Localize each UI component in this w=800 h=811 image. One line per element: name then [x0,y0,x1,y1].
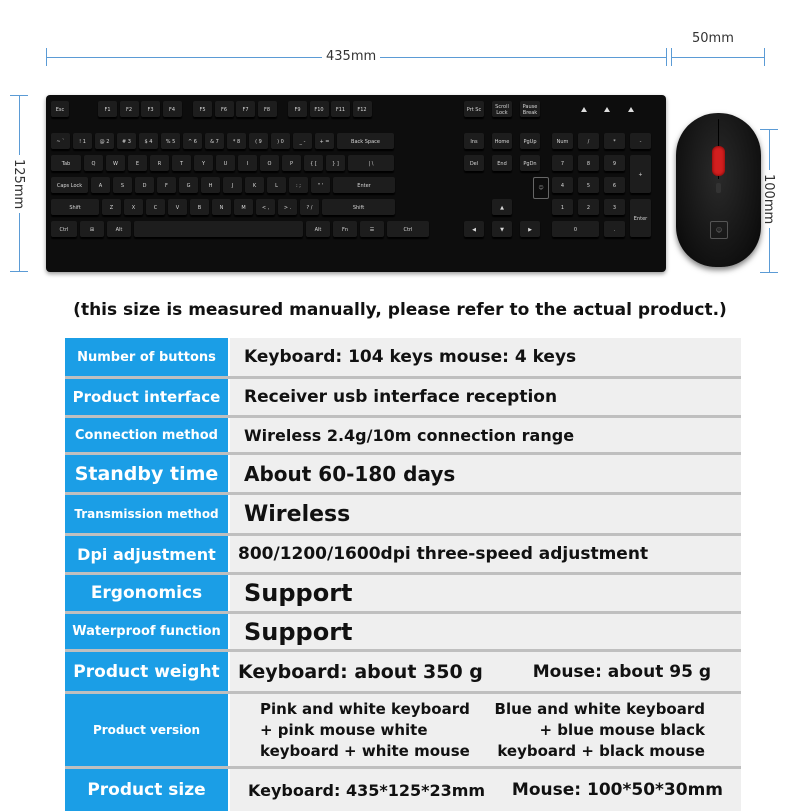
version-right-line: Blue and white keyboard [494,699,705,718]
measurement-note: (this size is measured manually, please refer to the actual product.) [73,300,727,320]
keyboard-key: 6 [604,177,625,194]
keyboard-key: " ' [311,177,330,194]
key-arrow-up: ▲ [492,199,512,216]
keyboard-key: Ins [464,133,484,150]
keyboard-key: 5 [578,177,599,194]
spec-row-waterproof [65,614,741,652]
keyboard-key: Q [84,155,103,172]
keyboard-key: * 8 [227,133,246,150]
windows-icon: ⊞ [80,221,104,238]
keyboard-key: L [267,177,286,194]
keyboard-key: } ] [326,155,345,172]
version-right-line: keyboard + black mouse [497,741,705,760]
keyboard-key: Home [492,133,512,150]
keyboard-key: C [146,199,165,216]
key-prtsc: Prt Sc [464,101,484,118]
keyboard-key: - [630,133,651,150]
keyboard-key: X [124,199,143,216]
keyboard-key: E [128,155,147,172]
keyboard-key: 9 [604,155,625,172]
keyboard-key: I [238,155,257,172]
keyboard-key: * [604,133,625,150]
key-arrow-right: ▶ [520,221,540,238]
key-f: F10 [310,101,329,118]
keyboard-key: End [492,155,512,172]
keyboard-key: M [234,199,253,216]
keyboard-key: Y [194,155,213,172]
keyboard-key: @ 2 [95,133,114,150]
keyboard-key: < , [256,199,275,216]
key-f: F8 [258,101,277,118]
spec-row-standby [65,455,741,495]
keyboard-key: : ; [289,177,308,194]
keyboard-key: Num [552,133,573,150]
spec-row-weight [65,652,741,694]
key-capslock: Caps Lock [51,177,88,194]
keyboard-key: D [135,177,154,194]
lock-indicator-icon [581,107,587,112]
key-arrow-left: ◀ [464,221,484,238]
scroll-wheel [712,146,725,176]
lock-indicator-icon [628,107,634,112]
key-numpad-0: 0 [552,221,599,238]
keyboard-key: U [216,155,235,172]
key-f: F1 [98,101,117,118]
spec-value: Wireless 2.4g/10m connection range [230,418,741,452]
spec-value: Support [230,614,741,649]
height-label: 125mm [11,155,26,213]
spec-label: Ergonomics [65,575,230,611]
spec-value-mouse: Mouse: about 95 g [532,661,711,682]
key-f: F11 [331,101,350,118]
spec-row-buttons [65,338,741,379]
mouse-height-label: 100mm [761,170,776,228]
spec-value: Keyboard: 104 keys mouse: 4 keys [230,338,741,376]
key-f: F9 [288,101,307,118]
keyboard-key: V [168,199,187,216]
key-scrlk: Scroll Lock [492,101,512,118]
spec-label: Product size [65,769,230,811]
keyboard-key: 8 [578,155,599,172]
spec-label: Product interface [65,379,230,415]
key-f: F6 [215,101,234,118]
keyboard-key: W [106,155,125,172]
keyboard-key: { [ [304,155,323,172]
key-tab: Tab [51,155,81,172]
keyboard-key: N [212,199,231,216]
spec-row-transmission [65,495,741,536]
keyboard-key: ? / [300,199,319,216]
spec-value-keyboard: Keyboard: about 350 g [238,660,483,683]
version-left-line: Pink and white keyboard [260,699,470,718]
key-f: F7 [236,101,255,118]
key-ctrl-left: Ctrl [51,221,77,238]
width-label: 435mm [322,49,380,64]
keyboard-key: ~ ` [51,133,70,150]
keyboard-key: | \ [348,155,394,172]
keyboard-key: A [91,177,110,194]
spec-value: About 60-180 days [230,455,741,492]
keyboard-key: Z [102,199,121,216]
spec-label: Product weight [65,652,230,691]
key-esc: Esc [51,101,69,118]
keyboard-key: P [282,155,301,172]
key-ctrl-right: Ctrl [387,221,429,238]
spec-row-ergonomics [65,575,741,614]
key-numpad-dot: . [604,221,625,238]
keyboard-key: 2 [578,199,599,216]
spec-value-mouse-size: Mouse: 100*50*30mm [511,780,723,800]
keyboard-key: H [201,177,220,194]
keyboard-key: K [245,177,264,194]
key-f: F12 [353,101,372,118]
lock-indicator-icon [604,107,610,112]
keyboard-image [46,95,666,272]
key-f: F5 [193,101,212,118]
spec-label: Dpi adjustment [65,536,230,572]
key-alt-right: Alt [306,221,330,238]
key-f: F3 [141,101,160,118]
key-arrow-down: ▼ [492,221,512,238]
key-fn: Fn [333,221,357,238]
dpi-button [716,183,721,193]
spec-value-keyboard-size: Keyboard: 435*125*23mm [248,780,486,800]
keyboard-key: PgDn [520,155,540,172]
keyboard-key: / [578,133,599,150]
keyboard-key: Del [464,155,484,172]
spec-value: Wireless [230,495,741,533]
keyboard-key: R [150,155,169,172]
keyboard-key: B [190,199,209,216]
keyboard-key: O [260,155,279,172]
mouse-image [676,113,761,267]
key-numpad-plus: + [630,155,651,194]
spec-label: Waterproof function [65,614,230,649]
keyboard-key: _ - [293,133,312,150]
menu-icon: ☰ [360,221,384,238]
keyboard-key: S [113,177,132,194]
mouse-logo-icon: ☺ [710,221,728,239]
spec-value: 800/1200/1600dpi three-speed adjustment [230,536,741,572]
spec-row-connection [65,418,741,455]
keyboard-key: ^ 6 [183,133,202,150]
key-space [134,221,303,238]
keyboard-key: 4 [552,177,573,194]
spec-label: Product version [65,694,230,766]
keyboard-key: # 3 [117,133,136,150]
spec-row-interface [65,379,741,418]
keyboard-key: % 5 [161,133,180,150]
keyboard-logo-icon: ☺ [533,177,549,199]
mouse-width-label: 50mm [688,31,738,46]
key-pause: Pause Break [520,101,540,118]
version-left [260,699,470,762]
version-left-line: keyboard + white mouse [260,741,470,760]
spec-value: Support [230,575,741,611]
version-left-line: + pink mouse white [260,720,428,739]
keyboard-key: G [179,177,198,194]
version-right [495,699,705,762]
keyboard-key: 3 [604,199,625,216]
key-backspace: Back Space [337,133,394,150]
key-shift-left: Shift [51,199,99,216]
keyboard-key: ! 1 [73,133,92,150]
spec-table [65,338,741,811]
spec-label: Standby time [65,455,230,492]
keyboard-key: 7 [552,155,573,172]
keyboard-key: T [172,155,191,172]
keyboard-key: J [223,177,242,194]
keyboard-key: ( 9 [249,133,268,150]
key-f: F2 [120,101,139,118]
key-enter: Enter [333,177,395,194]
keyboard-key: + = [315,133,334,150]
keyboard-key: PgUp [520,133,540,150]
keyboard-key: > . [278,199,297,216]
key-alt-left: Alt [107,221,131,238]
keyboard-key: 1 [552,199,573,216]
key-f: F4 [163,101,182,118]
keyboard-key: F [157,177,176,194]
spec-row-size [65,769,741,811]
spec-label: Transmission method [65,495,230,533]
key-shift-right: Shift [322,199,395,216]
spec-label: Number of buttons [65,338,230,376]
keyboard-key: & 7 [205,133,224,150]
version-right-line: + blue mouse black [539,720,705,739]
spec-row-dpi [65,536,741,575]
keyboard-key: $ 4 [139,133,158,150]
key-numpad-enter: Enter [630,199,651,238]
spec-value: Receiver usb interface reception [230,379,741,415]
spec-label: Connection method [65,418,230,452]
spec-row-version [65,694,741,769]
keyboard-key: ) 0 [271,133,290,150]
